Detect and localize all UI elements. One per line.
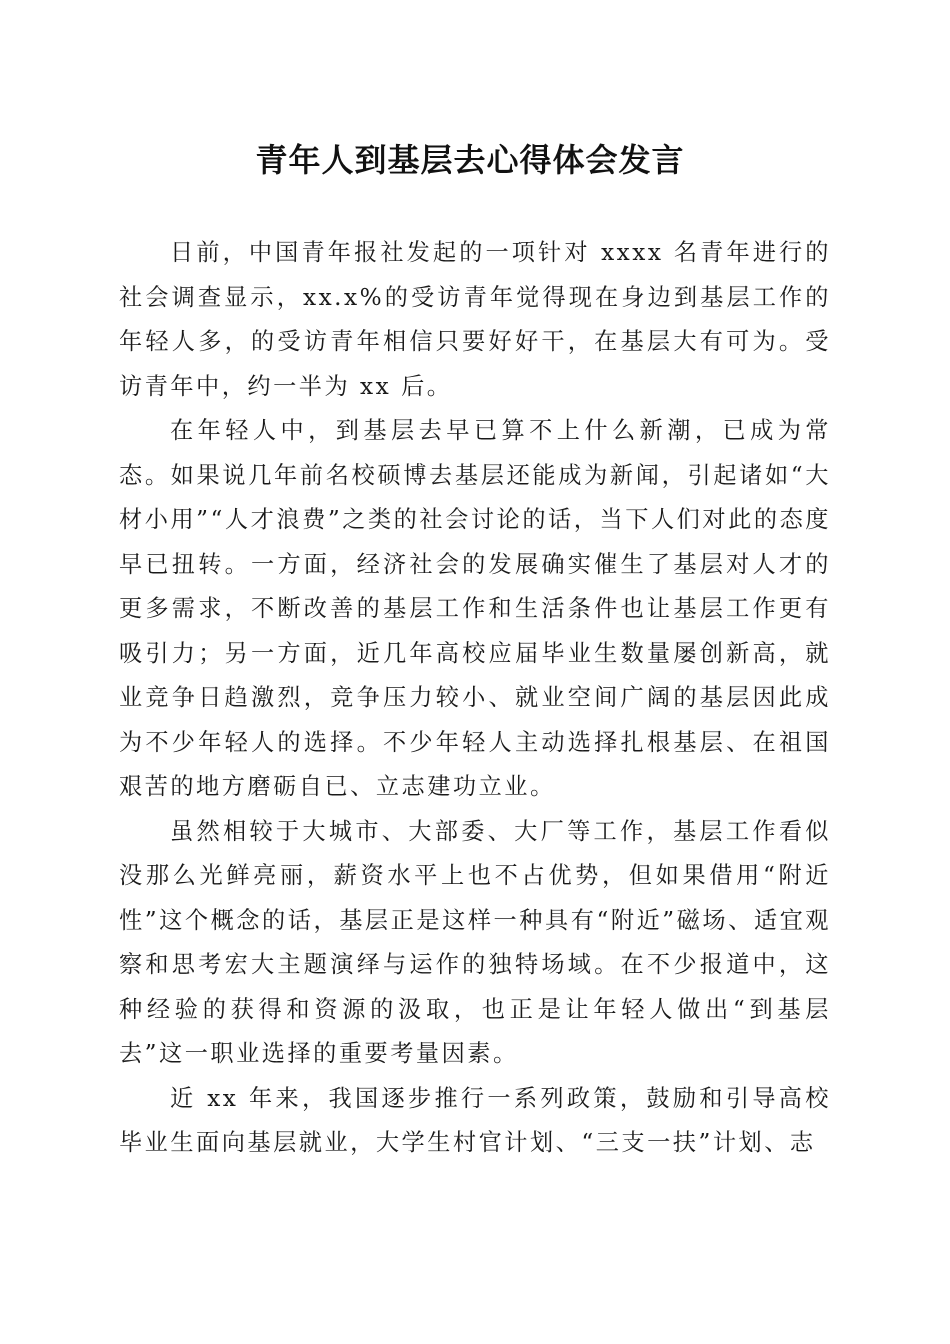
paragraph: 在年轻人中，到基层去早已算不上什么新潮，已成为常态。如果说几年前名校硕博去基层还能成为新闻，引起诸如“大材小用”“人才浪费”之类的社会讨论的话，当下人们对此的态度早已扭转。一方面，经济社会的发展确实催生了基层对人才的更多需求，不断改善的基层工作和生活条件也让基层工作更有吸引力；另一方面，近几年高校应届毕业生数量屡创新高，就业竞争日趋激烈，竞争压力较小、就业空间广阔的基层因此成为不少年轻人的选择。不少年轻人主动选择扎根基层、在祖国艰苦的地方磨砺自已、立志建功立业。 <box>119 417 831 800</box>
paragraph: 近 xx 年来，我国逐步推行一系列政策，鼓励和引导高校毕业生面向基层就业，大学生村官计划、“三支一扶”计划、志 <box>119 1084 831 1156</box>
paragraph: 日前，中国青年报社发起的一项针对 xxxx 名青年进行的社会调查显示，xx.x%的受访青年觉得现在身边到基层工作的年轻人多，的受访青年相信只要好好干，在基层大有可为。受访青年中，约一半为 xx 后。 <box>119 239 831 400</box>
document-body <box>119 231 831 1166</box>
document-title: 青年人到基层去心得体会发言 <box>255 141 685 179</box>
paragraph: 虽然相较于大城市、大部委、大厂等工作，基层工作看似没那么光鲜亮丽，薪资水平上也不占优势，但如果借用“附近性”这个概念的话，基层正是这样一种具有“附近”磁场、适宜观察和思考宏大主题演绎与运作的独特场域。在不少报道中，这种经验的获得和资源的汲取，也正是让年轻人做出“到基层去”这一职业选择的重要考量因素。 <box>119 817 831 1067</box>
